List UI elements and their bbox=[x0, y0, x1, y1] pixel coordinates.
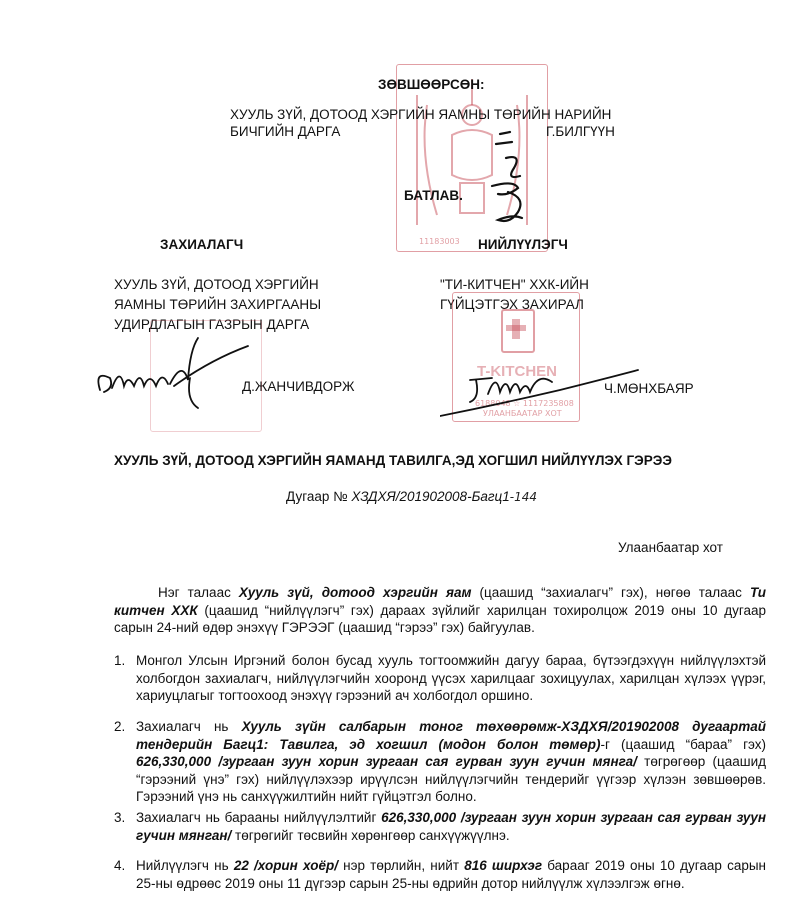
contract-number-value: ХЗДХЯ/201902008-Багц1 bbox=[351, 489, 510, 504]
supplier-line1: "ТИ-КИТЧЕН" ХХК-ИЙН bbox=[440, 277, 589, 292]
supplier-line2: ГҮЙЦЭТГЭХ ЗАХИРАЛ bbox=[440, 297, 584, 312]
supplier-name: Ч.МӨНХБАЯР bbox=[604, 381, 694, 396]
item-2-text bbox=[136, 718, 766, 806]
intro-text-1: Нэг талаас bbox=[158, 585, 239, 600]
item-2-tender: Хууль зүйн салбарын тоног төхөөрөмж-ХЗДХЯ/201902008 дугаартай тендерийн Багц1: Тавилга, эд хогшил (модон болон төмөр) bbox=[136, 719, 766, 752]
item-3-number: 3. bbox=[114, 810, 126, 825]
customer-line3: УДИРДЛАГЫН ГАЗРЫН ДАРГА bbox=[114, 317, 310, 332]
stamp-number: 11183003 bbox=[419, 237, 460, 246]
item-2-number: 2. bbox=[114, 719, 126, 734]
customer-name: Д.ЖАНЧИВДОРЖ bbox=[242, 379, 355, 394]
t-kitchen-logo-icon bbox=[501, 309, 535, 353]
approver-name: Г.БИЛГҮҮН bbox=[546, 124, 615, 139]
item-2-text-1: Захиалагч нь bbox=[136, 719, 242, 734]
item-4-quantity: 816 ширхэг bbox=[464, 858, 543, 873]
contract-city: Улаанбаатар хот bbox=[618, 540, 723, 555]
stamp-reg: 6188048 ☆ 1117235808 bbox=[475, 399, 574, 408]
approver-ministry-line1: ХУУЛЬ ЗҮЙ, ДОТООД ХЭРГИЙН ЯАМНЫ ТӨРИЙН НАРИЙН bbox=[230, 107, 612, 122]
contract-number-prefix: Дугаар № bbox=[286, 489, 348, 504]
contract-title: ХУУЛЬ ЗҮЙ, ДОТООД ХЭРГИЙН ЯАМАНД ТАВИЛГА,ЭД ХОГШИЛ НИЙЛҮҮЛЭХ ГЭРЭЭ bbox=[114, 453, 672, 468]
item-3-text bbox=[136, 809, 766, 844]
item-4-text-3: барааг 2019 оны 10 дугаар сарын 25-ны өдрөөс 2019 оны 11 дүгээр сарын 25-ны өдрийн дотор нийлүүлж хүлээлгэж өгнө. bbox=[136, 858, 767, 891]
intro-supplier: Ти китчен ХХК bbox=[114, 585, 766, 618]
intro-text-3: (цаашид “нийлүүлэгч” гэх) дараах зүйлийг харилцан тохиролцож 2019 оны 10 дугаар сарын 24-ний өдөр энэхүү ГЭРЭЭГ (цаашид “гэрээ” гэх) байгуулав. bbox=[114, 602, 767, 635]
intro-ministry: Хууль зүй, дотоод хэргийн яам bbox=[238, 585, 472, 600]
item-2-amount: 626,330,000 /зургаан зуун хорин зургаан сая гурван зуун гучин мянга/ bbox=[136, 754, 637, 769]
item-1-number: 1. bbox=[114, 653, 126, 668]
approver-signature bbox=[478, 128, 538, 228]
item-3-text-1: Захиалагч нь барааны нийлүүлэлтийг bbox=[136, 810, 382, 825]
item-3-amount: 626,330,000 /зургаан зуун хорин зургаан сая гурван зуун гучин мянган/ bbox=[136, 810, 767, 843]
supplier-label: НИЙЛҮҮЛЭГЧ bbox=[478, 237, 568, 252]
stamp-city: УЛААНБААТАР ХОТ bbox=[483, 409, 562, 418]
item-2-text-3: төгрөгөөр (цаашид “гэрээний үнэ” гэх) нийлүүлэхээр ирүүлсэн нийлүүлэгчийн тендерийг үүгээр хүлээн зөвшөөрөв. Гэрээний үнэ нь санхүүжилтийн нийт гүйцэтгэл болно. bbox=[136, 754, 766, 804]
approved-title: ЗӨВШӨӨРСӨН: bbox=[378, 77, 485, 92]
item-3-text-2: төгрөгийг төсвийн хөрөнгөөр санхүүжүүлнэ. bbox=[231, 827, 510, 843]
item-4-text-2: нэр төрлийн, нийт bbox=[337, 858, 465, 873]
customer-signature bbox=[90, 330, 250, 420]
item-4-text bbox=[136, 857, 766, 892]
supplier-signature bbox=[440, 352, 640, 422]
stamp-brand: T-KITCHEN bbox=[477, 363, 557, 380]
contract-number-handwritten: -144 bbox=[509, 490, 537, 504]
item-4-types: 22 /хорин хоёр/ bbox=[233, 858, 338, 873]
approver-ministry-line2: БИЧГИЙН ДАРГА bbox=[230, 124, 341, 139]
approved-batlav: БАТЛАВ. bbox=[404, 188, 463, 203]
intro-paragraph bbox=[114, 584, 766, 637]
customer-line1: ХУУЛЬ ЗҮЙ, ДОТООД ХЭРГИЙН bbox=[114, 277, 319, 292]
customer-line2: ЯАМНЫ ТӨРИЙН ЗАХИРГААНЫ bbox=[114, 297, 322, 312]
item-1-text bbox=[136, 652, 766, 705]
customer-label: ЗАХИАЛАГЧ bbox=[160, 237, 244, 252]
contract-number bbox=[286, 488, 537, 506]
intro-text-2: (цаашид “захиалагч” гэх), нөгөө талаас bbox=[471, 585, 751, 600]
item-2-text-2: -г (цаашид “бараа” гэх) bbox=[600, 736, 766, 752]
item-4-text-1: Нийлүүлэгч нь bbox=[136, 858, 234, 873]
item-1-body: Монгол Улсын Иргэний болон бусад хууль тогтоомжийн дагуу бараа, бүтээгдэхүүн нийлүүлэхтэй холбогдон захиалагч, нийлүүлэгчийн хооронд үүсэх харилцааг зохицуулах, харилцан хүлээх үүрэг, хариуцлагыг тогтоохоод энэхүү гэрээний ач холбогдол оршино. bbox=[136, 653, 766, 703]
item-4-number: 4. bbox=[114, 858, 126, 873]
